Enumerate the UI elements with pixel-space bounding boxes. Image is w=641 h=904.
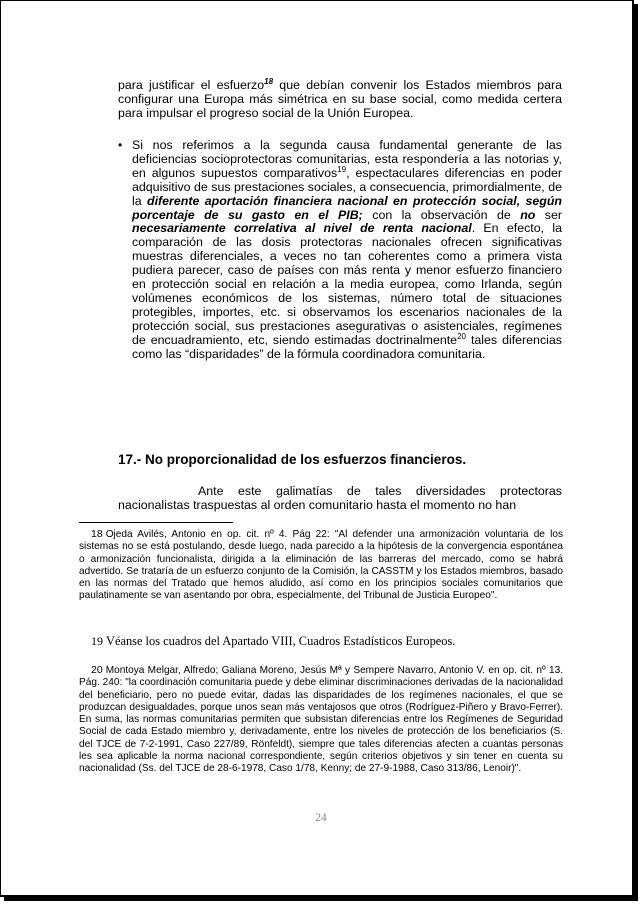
bullet-text xyxy=(132,139,562,362)
footnote-19 xyxy=(79,634,563,648)
footnote-text: Ojeda Avilés, Antonio en op. cit. nº 4. Pág 22: "Al defender una armonización voluntaria de los sistemas no se está postulando, desde luego, nada parecido a la hipótesis de la convergencia espontánea o armonización funcionalista, dirigida a la eliminación de las barreras del mercado, como se habrá advertido. Se trataría de un esfuerzo conjunto de la Comisión, la CASSTM y los Estados miembros, basado en las normas del Tratado que hemos aludido, así como en los principios sociales comunitarios que paulatinamente se van asentando por obra, especialmente, del Tribunal de Justicia Europeo". xyxy=(79,529,563,602)
bullet-item xyxy=(118,139,562,362)
footnote-number: 20 xyxy=(91,664,103,676)
page-number: 24 xyxy=(315,812,327,824)
footnote-ref-19[interactable]: 19 xyxy=(337,164,347,174)
paragraph-text: Ante este galimatías de tales diversidades protectoras nacionalistas traspuestas al orden comunitario hasta el momento no han xyxy=(118,484,562,512)
bullet-text-part: , espectaculares diferencias en poder adquisitivo de sus prestaciones sociales, a consecuencia, primordialmente, de la xyxy=(132,165,562,208)
paragraph-text: para justificar el esfuerzo xyxy=(118,78,265,92)
footnote-text: Montoya Melgar, Alfredo; Galiana Moreno, Jesús Mª y Sempere Navarro, Antonio V. en op. cit. nº 13. Pág. 240: "la coordinación comunitaria puede y debe eliminar discriminaciones derivadas de la nacionalidad del beneficiario, pero no puede evitar, dadas las disparidades de los regímenes nacionales, el que se produzcan desigualdades, porque unos sean más ventajosos que otros (Rodríguez-Piñero y Bravo-Ferrer). En suma, las normas comunitarias permiten que subsistan diferencias entre los Regímenes de Seguridad Social de cada Estado miembro y, derivadamente, entre los niveles de protección de los beneficiarios (S. del TJCE de 7-2-1991, Caso 227/89, Rönfeldt), siempre que tales diferencias afecten a cuantas personas les sea aplicable la norma nacional correspondiente, según criterios objetivos y sin tener en cuenta su nacionalidad (Ss. del TJCE de 28-6-1978, Caso 1/78, Kenny; de 27-9-1988, Caso 313/86, Lenoir)". xyxy=(79,665,563,775)
footnote-ref-20[interactable]: 20 xyxy=(457,331,466,341)
bullet-text-part: tales diferencias como las “disparidades” de la fórmula coordinadora comunitaria. xyxy=(132,332,562,361)
footnote-number: 18 xyxy=(91,528,103,540)
paragraph-text: que debían convenir los Estados miembros para configurar una Europa más simétrica en su base social, como medida certera para impulsar el progreso social de la Unión Europea. xyxy=(118,78,562,120)
bullet-text-part: Si nos referimos a la segunda causa fundamental generante de las deficiencias socioprotectoras comunitarias, esta respondería a las notorias y, en algunos supuestos comparativos xyxy=(132,138,562,180)
footnote-text: Véanse los cuadros del Apartado VIII, Cuadros Estadísticos Europeos. xyxy=(106,634,456,648)
bullet-icon: • xyxy=(118,138,123,152)
bullet-text-part: ser xyxy=(535,207,562,222)
footnote-ref-18[interactable]: 18 xyxy=(264,76,274,86)
paragraph-continuation xyxy=(118,76,562,121)
emphasis-text: diferente aportación financiera nacional en protección social, según porcentaje de su gasto en el PIB; xyxy=(132,193,562,222)
footnote-separator xyxy=(79,522,233,523)
bullet-text-part: . En efecto, la comparación de las dosis protectoras nacionales ofrecen significativas muestras diferenciales, a veces no tan coherentes como a primera vista pudiera parecer, caso de países con más renta y menor esfuerzo financiero en protección social en relación a la media europea, como Irlanda, según volúmenes económicos de los sistemas, número total de situaciones protegibles, importes, etc. si observamos los escenarios nacionales de la protección social, sus prestaciones asegurativas o asistenciales, regímenes de encuadramiento, etc, siendo estimadas doctrinalmente xyxy=(132,221,562,347)
section-heading: 17.- No proporcionalidad de los esfuerzos financieros. xyxy=(118,452,467,467)
emphasis-text: no xyxy=(520,207,536,222)
bullet-text-part: con la observación de xyxy=(362,207,521,222)
footnote-number: 19 xyxy=(91,634,103,648)
footnote-20 xyxy=(79,664,563,776)
emphasis-text: necesariamente correlativa al nivel de renta nacional xyxy=(132,221,472,236)
footnote-18 xyxy=(79,528,563,603)
